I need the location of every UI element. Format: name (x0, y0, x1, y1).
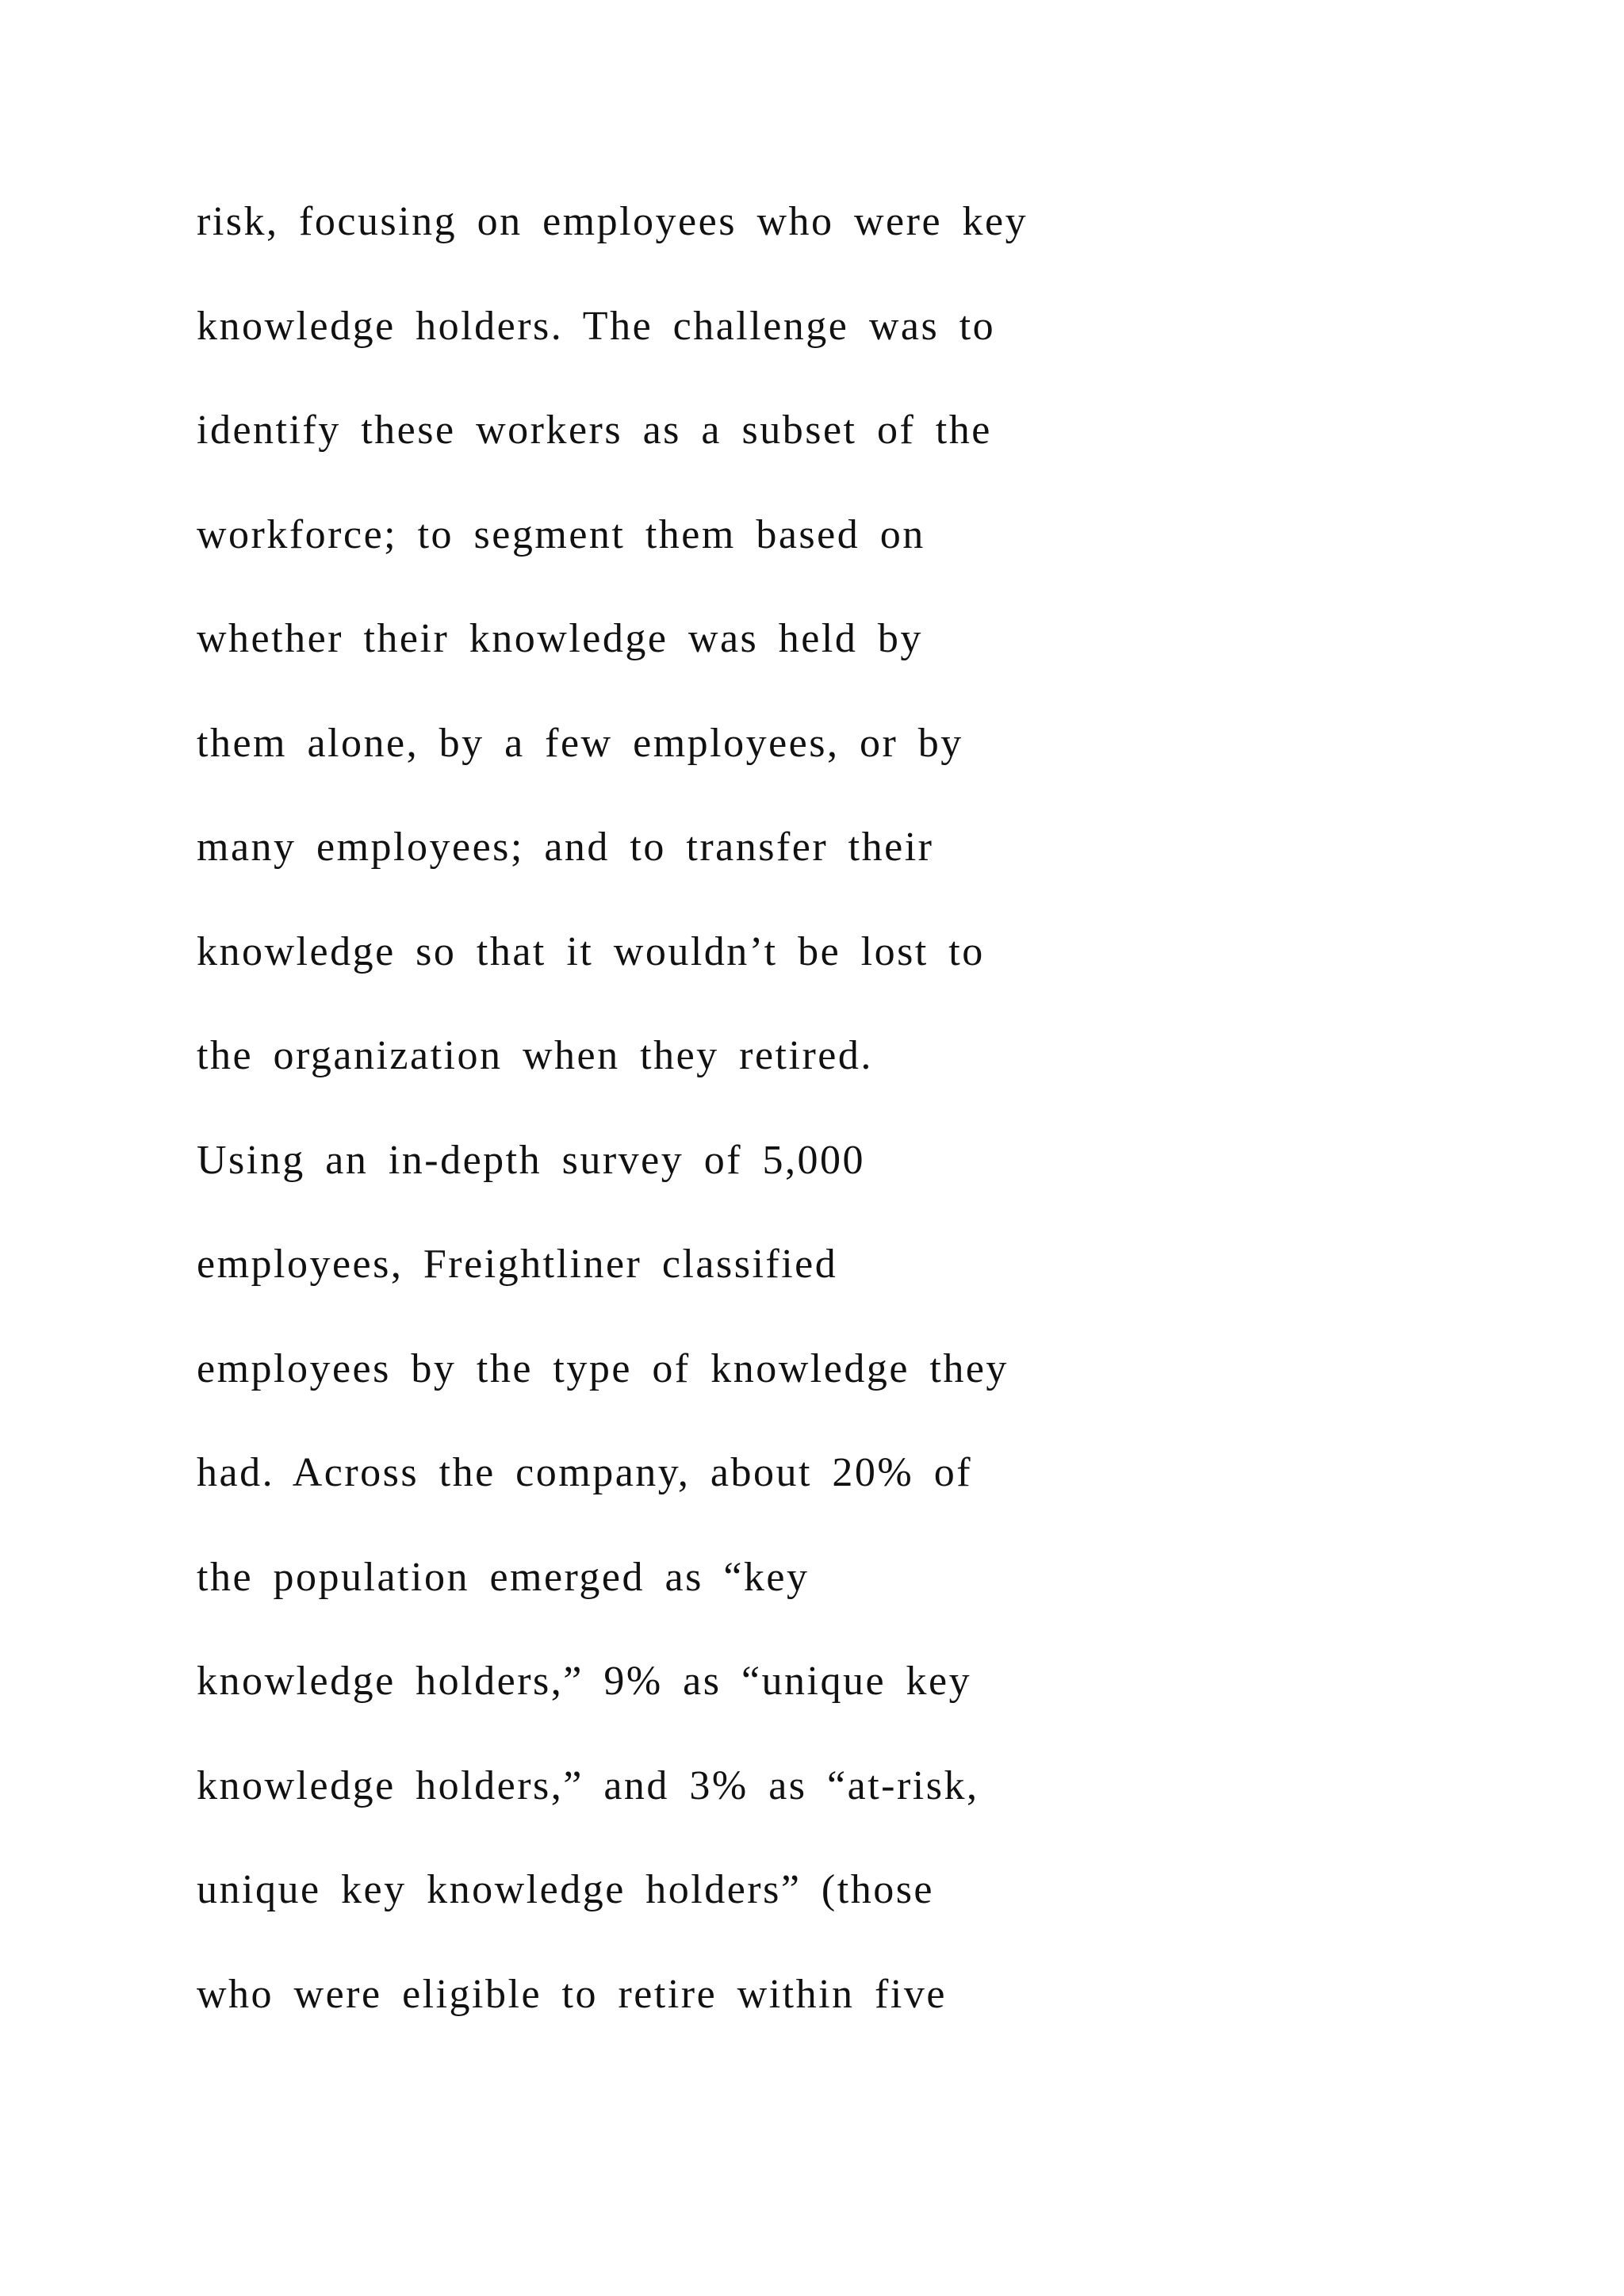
text-line: knowledge holders. The challenge was to (197, 303, 996, 349)
text-line: whether their knowledge was held by (197, 616, 923, 661)
body-text (197, 190, 1545, 2067)
text-line: knowledge holders,” 9% as “unique key (197, 1659, 972, 1704)
text-line: Using an in-depth survey of 5,000 (197, 1137, 866, 1183)
text-line: risk, focusing on employees who were key (197, 199, 1028, 244)
text-line: the population emerged as “key (197, 1554, 810, 1600)
text-line: knowledge holders,” and 3% as “at-risk, (197, 1762, 979, 1808)
text-line: many employees; and to transfer their (197, 825, 934, 870)
text-line: employees by the type of knowledge they (197, 1345, 1009, 1391)
text-line: the organization when they retired. (197, 1033, 873, 1078)
text-line: them alone, by a few employees, or by (197, 720, 963, 766)
text-line: had. Across the company, about 20% of (197, 1450, 973, 1495)
text-line: who were eligible to retire within five (197, 1971, 947, 2017)
text-line: unique key knowledge holders” (those (197, 1867, 935, 1912)
text-line: workforce; to segment them based on (197, 511, 925, 557)
text-line: employees, Freightliner classified (197, 1242, 838, 1287)
text-line: identify these workers as a subset of the (197, 408, 992, 453)
text-line: knowledge so that it wouldn’t be lost to (197, 928, 985, 974)
